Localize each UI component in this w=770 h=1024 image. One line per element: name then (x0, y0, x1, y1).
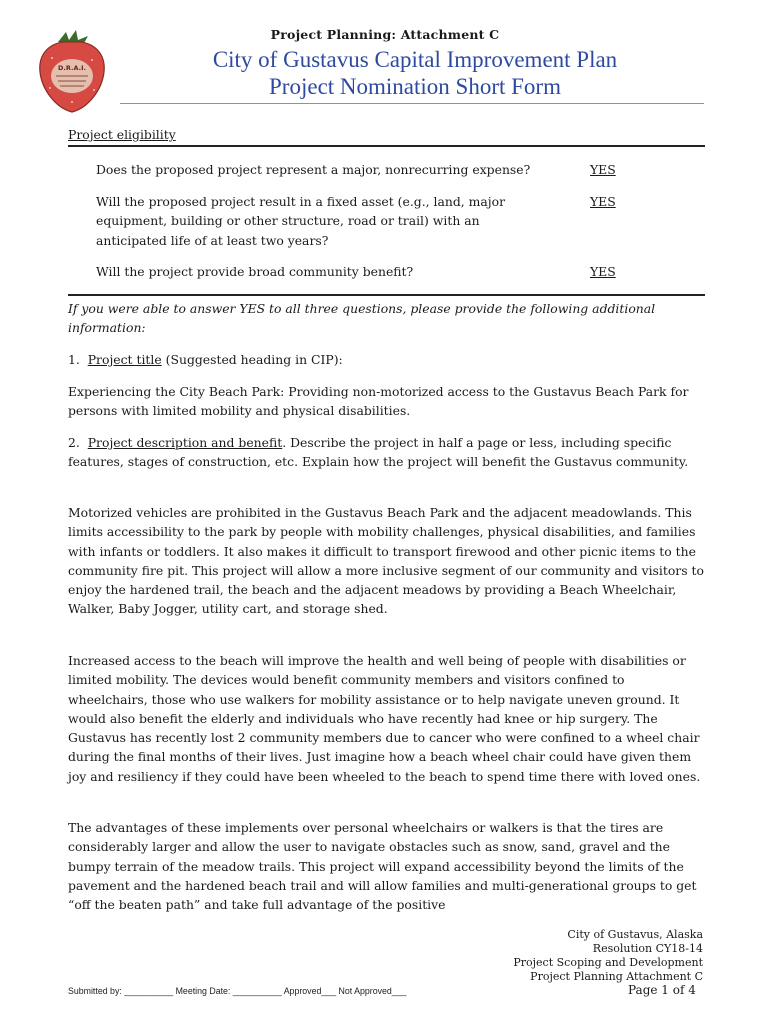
footer-block (513, 928, 703, 984)
section-2-heading (68, 433, 708, 472)
section-1-number: 1. (68, 352, 80, 367)
section-1-heading (68, 350, 708, 369)
eligibility-question-3: Will the project provide broad community benefit? (96, 264, 414, 279)
svg-text:D.R.A.I.: D.R.A.I. (58, 64, 86, 72)
title-divider (120, 103, 704, 104)
signoff-line: Submitted by: __________ Meeting Date: __________ Approved___ Not Approved___ (68, 986, 407, 996)
eligibility-question-2: Will the proposed project result in a fixed asset (e.g., land, major equipment, building or other structure, road or trail) with an anticipated life of at least two years? (96, 194, 506, 248)
footer-attachment: Project Planning Attachment C (530, 970, 703, 983)
footer-scoping: Project Scoping and Development (513, 956, 703, 969)
eligibility-heading: Project eligibility (68, 127, 176, 142)
section-2-prompt: . Describe the project in half a page or less, including specific features, stages of construction, etc. Explain how the project will benefit the Gustavus community. (68, 435, 689, 470)
document-title: City of Gustavus Capital Improvement Plan (212, 47, 618, 72)
eligibility-question-1: Does the proposed project represent a major, nonrecurring expense? (96, 162, 531, 177)
document-subtitle: Project Nomination Short Form (269, 74, 561, 99)
section-2-title: Project description and benefit (87, 435, 283, 450)
footer-resolution: Resolution CY18-14 (592, 942, 703, 955)
section-1-answer: Experiencing the City Beach Park: Providing non-motorized access to the Gustavus Beach Park for persons with limited mobility and physical disabilities. (68, 384, 689, 419)
body-paragraph-2: Increased access to the beach will improve the health and well being of people with disabilities or limited mobility. The devices would benefit community members and visitors confined to wheelchairs, those who use walkers for mobility assistance or to help navigate uneven ground. It would also benefit the elderly and individuals who have recently had knee or hip surgery. The Gustavus has recently lost 2 community members due to cancer who were confined to a wheel chair during the final months of their lives. Just imagine how a beach wheel chair could have given them joy and resiliency if they could have been wheeled to the beach to spend time there with loved ones. (68, 653, 701, 784)
section-1-suffix: (Suggested heading in CIP): (165, 352, 343, 367)
eligibility-answer-2: YES (590, 194, 616, 209)
body-paragraph-1: Motorized vehicles are prohibited in the Gustavus Beach Park and the adjacent meadowlands. This limits accessibility to the park by people with mobility challenges, physical disabilities, and families with infants or toddlers. It also makes it difficult to transport firewood and other picnic items to the community fire pit. This project will allow a more inclusive segment of our community and visitors to enjoy the hardened trail, the beach and the adjacent meadows by providing a Beach Wheelchair, Walker, Baby Jogger, utility cart, and storage shed. (68, 505, 704, 617)
page-number: Page 1 of 4 (628, 983, 696, 997)
attachment-label: Project Planning: Attachment C (270, 27, 500, 42)
footer-city: City of Gustavus, Alaska (567, 928, 703, 941)
eligibility-answer-1: YES (590, 162, 616, 177)
section-1-title: Project title (87, 352, 162, 367)
body-paragraph-3: The advantages of these implements over personal wheelchairs or walkers is that the tires are considerably larger and allow the user to navigate obstacles such as snow, sand, gravel and the bumpy terrain of the meadow trails. This project will expand accessibility beyond the limits of the pavement and the hardened beach trail and will allow families and multi-generational groups to get “off the beaten path” and take full advantage of the positive (68, 820, 697, 913)
eligibility-bottom-rule (68, 294, 705, 296)
eligibility-top-rule (68, 145, 705, 147)
instructions-text: If you were able to answer YES to all three questions, please provide the following additional information: (68, 301, 656, 336)
section-2-number: 2. (68, 435, 80, 450)
eligibility-answer-3: YES (590, 264, 616, 279)
